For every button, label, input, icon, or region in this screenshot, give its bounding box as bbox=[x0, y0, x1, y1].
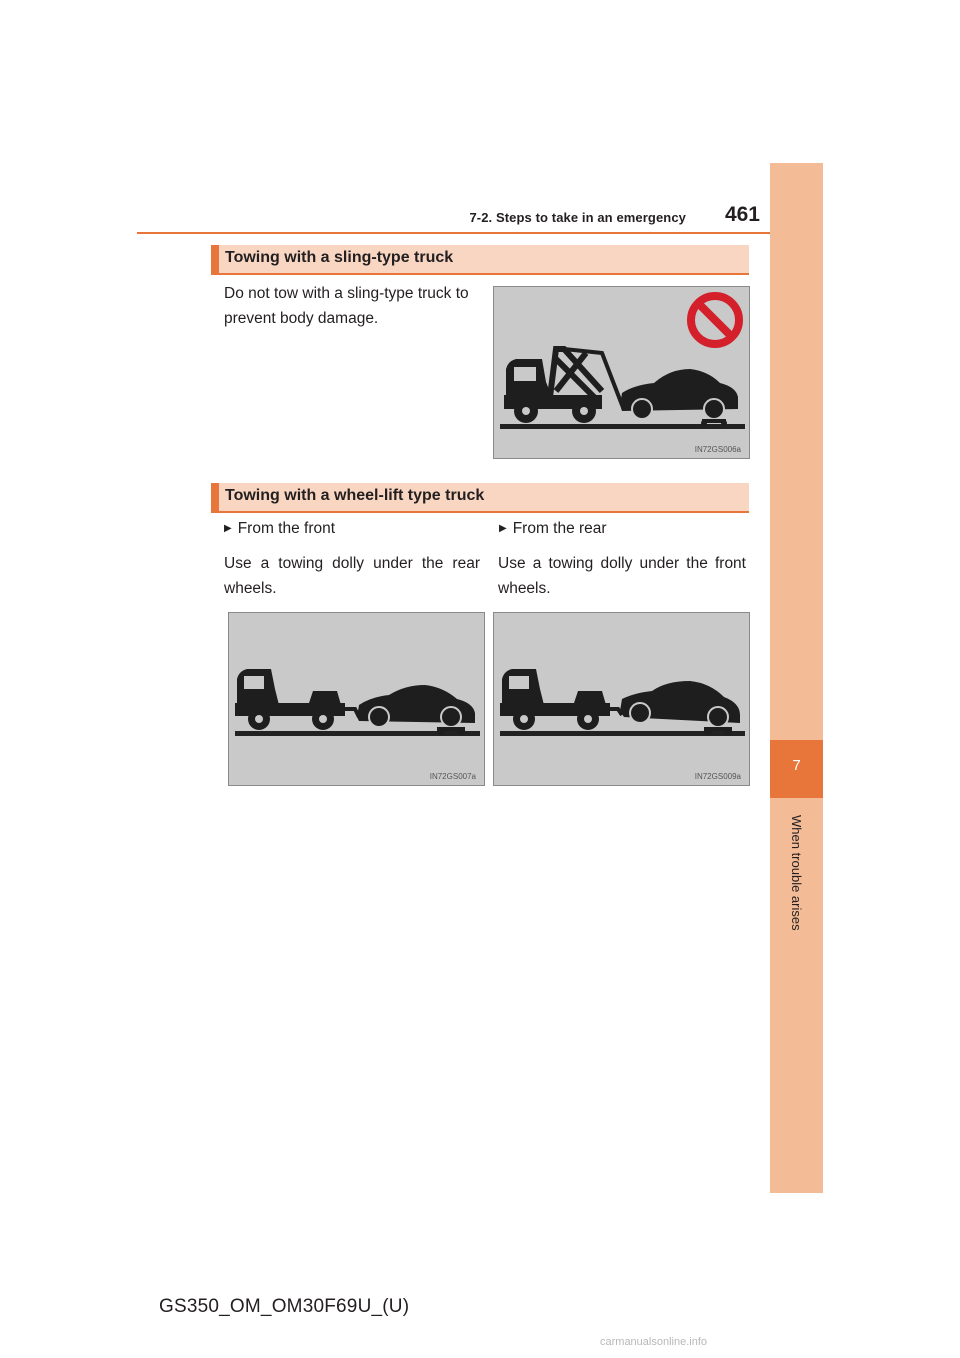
section-heading-text: Towing with a sling-type truck bbox=[225, 249, 454, 266]
chapter-tab-strip bbox=[770, 163, 823, 1193]
section-heading-wheel-lift bbox=[211, 483, 749, 513]
from-rear-label bbox=[499, 520, 607, 538]
front-tow-illustration bbox=[228, 612, 485, 786]
figure-code: IN72GS007a bbox=[429, 772, 476, 781]
section-heading-text: Towing with a wheel-lift type truck bbox=[225, 487, 485, 504]
triangle-bullet-icon: ▶ bbox=[224, 523, 232, 534]
from-front-label-text: From the front bbox=[237, 520, 336, 537]
from-rear-instruction: Use a towing dolly under the front wheels. bbox=[498, 555, 746, 597]
sling-truck-illustration bbox=[493, 286, 750, 459]
chapter-number: 7 bbox=[792, 757, 801, 774]
sling-warning-text: Do not tow with a sling-type truck to prevent body damage. bbox=[224, 285, 469, 327]
from-rear-label-text: From the rear bbox=[512, 520, 607, 537]
section-reference: 7-2. Steps to take in an emergency bbox=[469, 210, 686, 225]
figure-code: IN72GS006a bbox=[694, 445, 741, 454]
watermark: carmanualsonline.info bbox=[600, 1336, 708, 1348]
triangle-bullet-icon: ▶ bbox=[499, 523, 507, 534]
chapter-title-container bbox=[778, 815, 814, 945]
from-front-label bbox=[224, 520, 335, 538]
from-front-instruction: Use a towing dolly under the rear wheels. bbox=[224, 555, 480, 597]
section-heading-sling bbox=[211, 245, 749, 275]
rear-tow-illustration bbox=[493, 612, 750, 786]
document-code: GS350_OM_OM30F69U_(U) bbox=[159, 1296, 410, 1317]
prohibited-icon bbox=[691, 296, 739, 344]
page-number: 461 bbox=[724, 203, 760, 226]
header-divider bbox=[137, 232, 822, 234]
chapter-title: When trouble arises bbox=[789, 815, 804, 931]
figure-code: IN72GS009a bbox=[694, 772, 741, 781]
